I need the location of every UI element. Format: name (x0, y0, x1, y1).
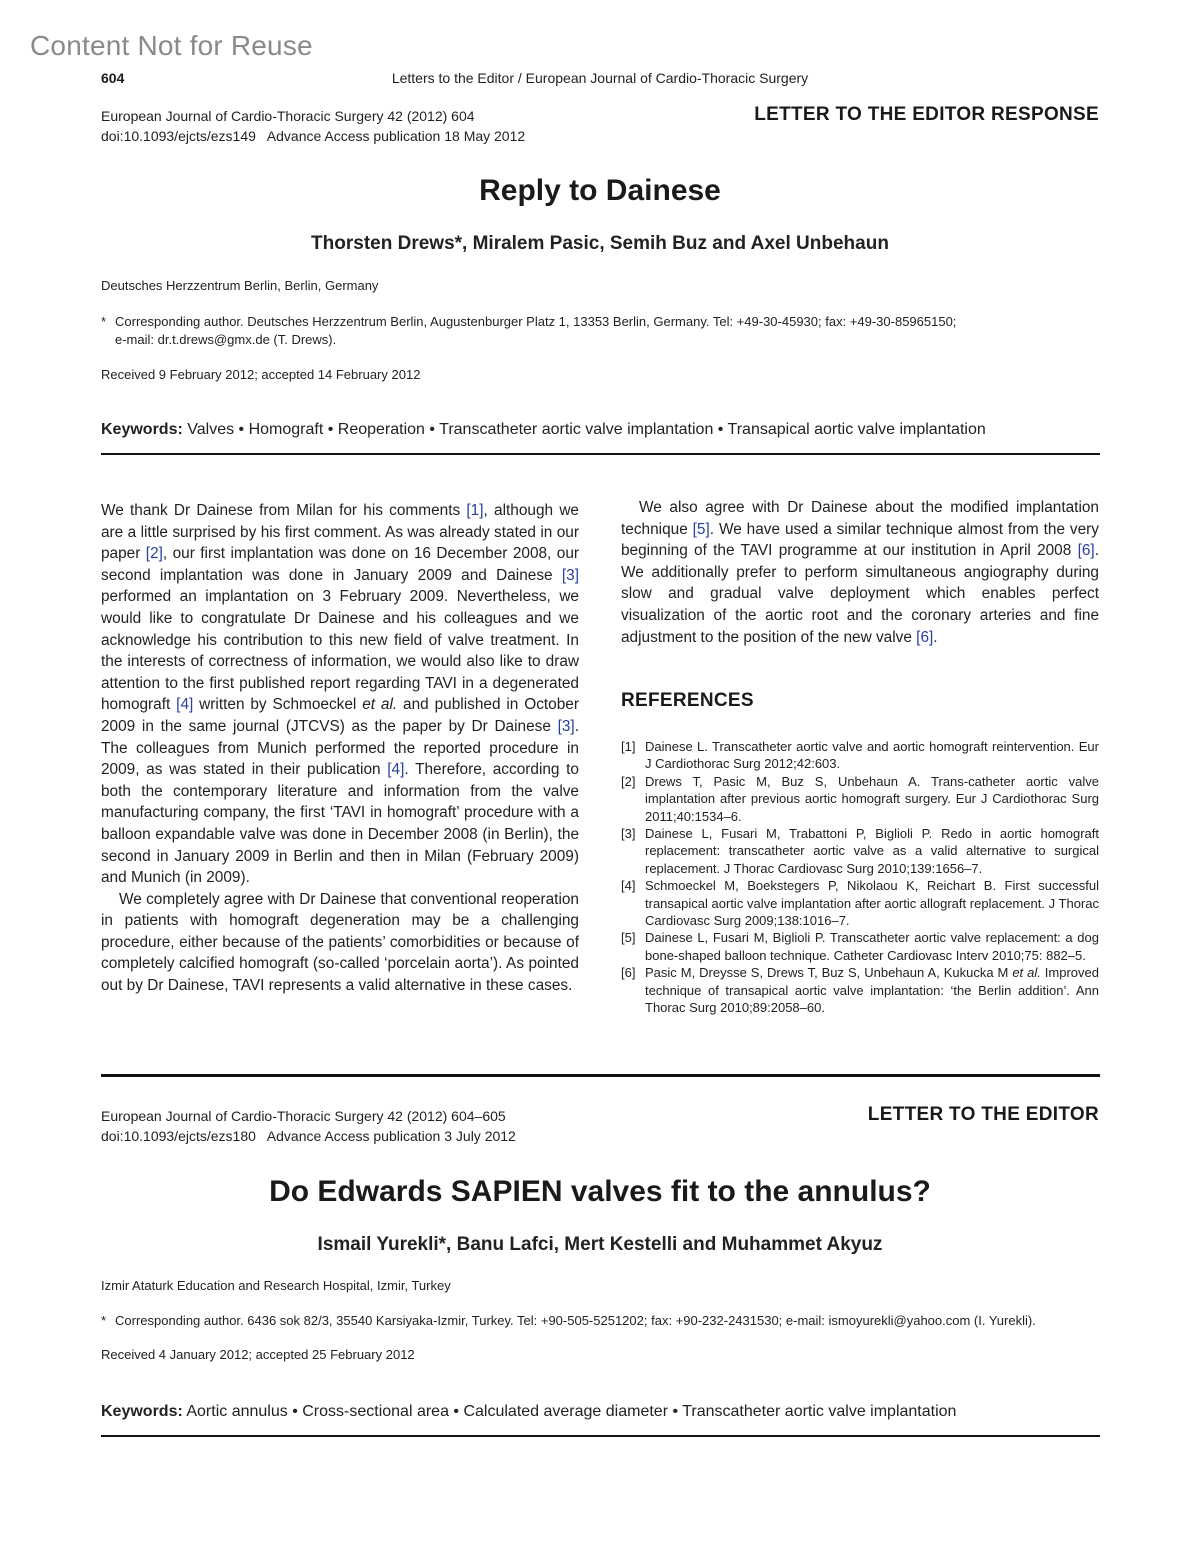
article2-type: LETTER TO THE EDITOR (867, 1104, 1099, 1125)
keywords-label: Keywords: (101, 421, 183, 438)
article1-received: Received 9 February 2012; accepted 14 February 2012 (101, 367, 421, 382)
asterisk-marker: * (101, 314, 107, 329)
article1-authors: Thorsten Drews*, Miralem Pasic, Semih Buz and Axel Unbehaun (311, 233, 889, 254)
article1-body-right (621, 497, 1099, 648)
citation-link[interactable]: [5] (692, 520, 710, 538)
citation-link[interactable]: [4] (176, 696, 194, 714)
article1-citation (101, 106, 525, 146)
article1-body-left (101, 500, 579, 997)
body-paragraph: We thank Dr Dainese from Milan for his comments [1], although we are a little surprised by his first comment. As was already stated in our paper [2], our first implantation was done on 16 December 2008, our second implantation was done in January 2009 and Dainese [3] performed an implantation on 3 February 2009. Nevertheless, we would like to congratulate Dr Dainese and his colleagues and we acknowledge his contribution to this new field of valve treatment. In the interests of correctness of information, we would also like to draw attention to the first published report regarding TAVI in a degenerated homograft [4] written by Schmoeckel et al. and published in October 2009 in the same journal (JTCVS) as the paper by Dr Dainese [3]. The colleagues from Munich performed the reported procedure in 2009, as was stated in their publication [4]. Therefore, according to both the contemporary literature and information from the valve manufacturing company, the first ‘TAVI in homograft’ procedure with a balloon expandable valve was done in December 2008 (in Berlin), the second in January 2009 in Berlin and then in Milan (February 2009) and Munich (in 2009). (101, 502, 580, 887)
article1-keywords (101, 421, 986, 439)
keywords-list: Valves • Homograft • Reoperation • Transcatheter aortic valve implantation • Transapical aortic valve implantation (187, 421, 986, 438)
citation-link[interactable]: [3] (557, 717, 575, 735)
article1-journal-line: European Journal of Cardio-Thoracic Surgery 42 (2012) 604 (101, 108, 475, 124)
article1-doi-line: doi:10.1093/ejcts/ezs149 Advance Access publication 18 May 2012 (101, 128, 526, 144)
reference-item: [6] Pasic M, Dreysse S, Drews T, Buz S, Unbehaun A, Kukucka M et al. Improved technique of transapical aortic valve implantation: ‘the Berlin addition’. Ann Thorac Surg 2010;89:2058–60. (621, 965, 1099, 1016)
citation-link[interactable]: [1] (466, 502, 484, 519)
watermark: Content Not for Reuse (30, 30, 313, 61)
citation-link[interactable]: [3] (561, 566, 579, 584)
running-header: Letters to the Editor / European Journal of Cardio-Thoracic Surgery (391, 70, 809, 86)
article1-type: LETTER TO THE EDITOR RESPONSE (754, 104, 1099, 125)
article-separator (101, 1074, 1100, 1077)
body-paragraph: We also agree with Dr Dainese about the modified implantation technique [5]. We have used a similar technique almost from the very beginning of the TAVI programme at our institution in April 2008 [6]. We additionally prefer to perform simultaneous angiography during slow and gradual valve deployment which enables perfect visualization of the aortic root and the coronary arteries and fine adjustment to the position of the new valve [6]. (621, 499, 1099, 646)
reference-item: [3] Dainese L, Fusari M, Trabattoni P, Biglioli P. Redo in aortic homograft replacement: transcatheter aortic valve as a valid alternative to surgical replacement. J Thorac Cardiovasc Surg 2010;139:1656–7. (621, 826, 1099, 876)
keywords-label: Keywords: (101, 1403, 183, 1420)
citation-link[interactable]: [2] (145, 545, 163, 563)
keywords-divider (101, 1435, 1100, 1437)
article2-citation (101, 1106, 516, 1146)
keywords-list: Aortic annulus • Cross-sectional area • Calculated average diameter • Transcatheter aortic valve implantation (186, 1403, 957, 1420)
body-paragraph: We completely agree with Dr Dainese that conventional reoperation in patients with homograft degeneration may be a challenging procedure, either because of the patients’ comorbidities or because of completely calcified homograft (so-called ‘porcelain aorta’). As pointed out by Dr Dainese, TAVI represents a valid alternative in these cases. (101, 890, 579, 995)
citation-link[interactable]: [6] (916, 628, 934, 646)
article2-corresponding (101, 1312, 1101, 1330)
article1-corresponding-line1: Corresponding author. Deutsches Herzzentrum Berlin, Augustenburger Platz 1, 13353 Berlin, Germany. Tel: +49-30-45930; fax: +49-30-85965150; (115, 314, 957, 329)
references-heading: REFERENCES (621, 690, 754, 711)
article2-received: Received 4 January 2012; accepted 25 February 2012 (101, 1347, 415, 1362)
citation-link[interactable]: [4] (387, 761, 405, 779)
article1-corresponding-line2: e-mail: dr.t.drews@gmx.de (T. Drews). (115, 332, 337, 347)
keywords-divider (101, 453, 1100, 455)
article1-corresponding (101, 313, 1101, 349)
article1-title: Reply to Dainese (479, 174, 721, 207)
reference-item: [2] Drews T, Pasic M, Buz S, Unbehaun A. Trans-catheter aortic valve implantation after previous aortic homograft surgery. Eur J Cardiothorac Surg 2011;40:1534–6. (621, 773, 1099, 824)
article2-affiliation: Izmir Ataturk Education and Research Hospital, Izmir, Turkey (101, 1278, 451, 1293)
article2-corresponding-text: Corresponding author. 6436 sok 82/3, 35540 Karsiyaka-Izmir, Turkey. Tel: +90-505-5251202; fax: +90-232-2431530; e-mail: ismoyurekli@yahoo.com (I. Yurekli). (115, 1313, 1036, 1328)
article2-keywords (101, 1403, 956, 1421)
references-list (621, 738, 1099, 1017)
reference-item: [5] Dainese L, Fusari M, Biglioli P. Transcatheter aortic valve replacement: a dog bone-shaped balloon technique. Catheter Cardiovasc Interv 2010;75: 882–5. (621, 930, 1099, 963)
article2-title: Do Edwards SAPIEN valves fit to the annulus? (269, 1175, 931, 1208)
article2-authors: Ismail Yurekli*, Banu Lafci, Mert Kestelli and Muhammet Akyuz (317, 1234, 883, 1255)
article2-doi-line: doi:10.1093/ejcts/ezs180 Advance Access publication 3 July 2012 (101, 1128, 516, 1144)
article2-journal-line: European Journal of Cardio-Thoracic Surgery 42 (2012) 604–605 (101, 1108, 506, 1124)
page-number: 604 (101, 70, 125, 86)
citation-link[interactable]: [6] (1077, 542, 1095, 560)
reference-item: [4] Schmoeckel M, Boekstegers P, Nikolaou K, Reichart B. First successful transapical aortic valve implantation after aortic allograft replacement. J Thorac Cardiovasc Surg 2009;138:1016–7. (621, 878, 1099, 929)
article1-affiliation: Deutsches Herzzentrum Berlin, Berlin, Germany (101, 278, 379, 293)
reference-item: [1] Dainese L. Transcatheter aortic valve and aortic homograft reintervention. Eur J Cardiothorac Surg 2012;42:603. (621, 739, 1099, 772)
asterisk-marker: * (101, 1313, 107, 1328)
